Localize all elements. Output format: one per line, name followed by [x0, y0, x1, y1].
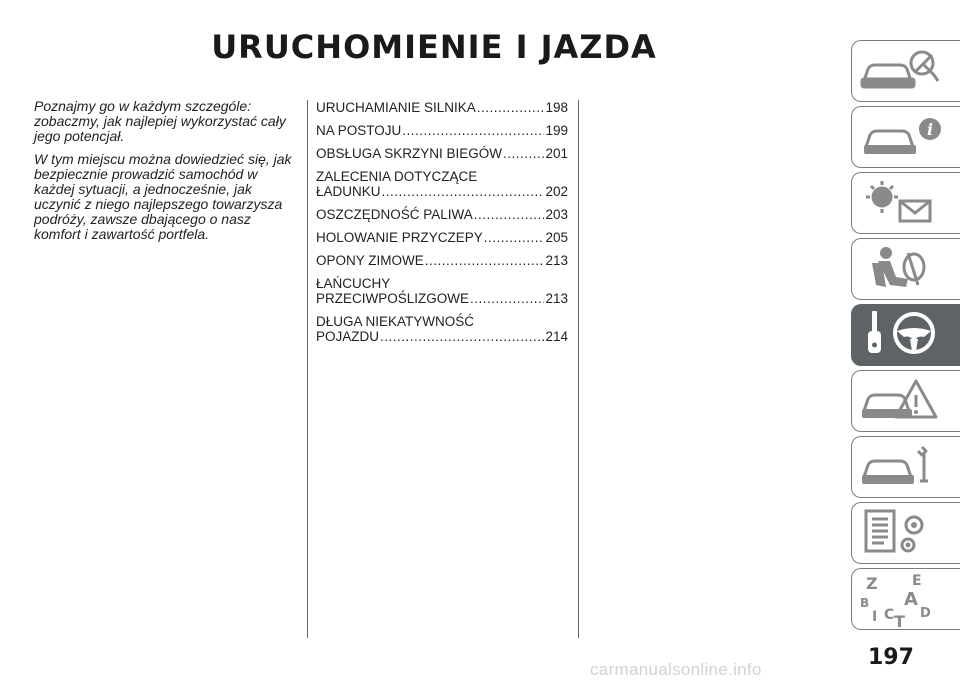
- toc-entry-title: OBSŁUGA SKRZYNI BIEGÓW: [316, 146, 503, 161]
- car-wrench-icon: [852, 437, 959, 497]
- intro-paragraph: Poznajmy go w każdym szczególe: zobaczmy, jak najlepiej wykorzystać cały jego potencjał.: [34, 98, 286, 144]
- toc-leader-dots: [470, 291, 544, 306]
- chapter-tab-dashboard[interactable]: [851, 106, 960, 168]
- index-letter: T: [894, 612, 905, 629]
- key-steering-wheel-icon: [852, 305, 959, 365]
- toc-entry-page: 213: [545, 291, 568, 306]
- toc-entry-page: 199: [545, 123, 568, 138]
- toc-entry-page: 198: [545, 100, 568, 115]
- car-info-touch-icon: [852, 41, 959, 101]
- toc-entry[interactable]: [316, 123, 568, 138]
- toc-entry-title: ŁADUNKU: [316, 184, 381, 199]
- page-title: URUCHOMIENIE I JAZDA: [211, 28, 657, 66]
- index-letter: D: [920, 606, 931, 621]
- toc-leader-dots: [425, 253, 545, 268]
- chapter-tab-starting-driving[interactable]: [851, 304, 960, 366]
- toc-leader-dots: [484, 230, 545, 245]
- toc-entry-title: OPONY ZIMOWE: [316, 253, 424, 268]
- toc-entry[interactable]: [316, 146, 568, 161]
- index-letter: Z: [866, 574, 878, 593]
- chapter-tab-service[interactable]: [851, 436, 960, 498]
- toc-entry-page: 203: [545, 207, 568, 222]
- warning-lights-message-icon: [852, 173, 959, 233]
- toc-entry-title: PRZECIWPOŚLIZGOWE: [316, 291, 470, 306]
- toc-entry-title-line: DŁUGA NIEKATYWNOŚĆ: [316, 314, 475, 329]
- toc-entry[interactable]: [316, 207, 568, 222]
- toc-entry[interactable]: [316, 314, 568, 344]
- toc-entry-title-line: ZALECENIA DOTYCZĄCE: [316, 169, 478, 184]
- toc-entry-page: 201: [545, 146, 568, 161]
- chapter-tab-safety[interactable]: [851, 238, 960, 300]
- toc-entry[interactable]: [316, 100, 568, 115]
- alphabet-index-icon: [852, 569, 959, 629]
- toc-entry-title: URUCHAMIANIE SILNIKA: [316, 100, 476, 115]
- svg-text:i: i: [926, 120, 934, 139]
- toc-entry-page: 214: [545, 329, 568, 344]
- intro-text: [34, 99, 296, 250]
- chapter-tab-warning-lights[interactable]: [851, 172, 960, 234]
- chapter-tab-index[interactable]: [851, 568, 960, 630]
- toc-leader-dots: [382, 184, 545, 199]
- car-info-icon: [852, 107, 959, 167]
- page-number: 197: [868, 645, 914, 670]
- toc-entry-title-line: ŁAŃCUCHY: [316, 276, 391, 291]
- toc-entry-title: OSZCZĘDNOŚĆ PALIWA: [316, 207, 473, 222]
- toc-entry[interactable]: [316, 169, 568, 199]
- index-letter: C: [884, 607, 895, 623]
- toc-leader-dots: [380, 329, 544, 344]
- watermark: carmanualsonline.info: [590, 660, 762, 679]
- toc-entry-title: NA POSTOJU: [316, 123, 402, 138]
- toc-entry-title: POJAZDU: [316, 329, 380, 344]
- chapter-tabs: [851, 40, 960, 634]
- toc-entry-title: HOLOWANIE PRZYCZEPY: [316, 230, 483, 245]
- toc-leader-dots: [402, 123, 544, 138]
- car-breakdown-warning-icon: [852, 371, 959, 431]
- index-letter: E: [912, 573, 922, 589]
- chapter-tab-technical-data[interactable]: [851, 502, 960, 564]
- chapter-tab-emergencies[interactable]: [851, 370, 960, 432]
- table-of-contents: [316, 100, 568, 352]
- column-divider: [307, 100, 308, 638]
- toc-entry[interactable]: [316, 253, 568, 268]
- toc-leader-dots: [503, 146, 544, 161]
- chapter-tab-knowing-the-car[interactable]: [851, 40, 960, 102]
- column-divider: [578, 100, 579, 638]
- seat-airbag-icon: [852, 239, 959, 299]
- spec-sheet-gears-icon: [852, 503, 959, 563]
- toc-entry-page: 202: [545, 184, 568, 199]
- toc-leader-dots: [477, 100, 545, 115]
- toc-leader-dots: [474, 207, 545, 222]
- toc-entry-page: 213: [545, 253, 568, 268]
- toc-entry[interactable]: [316, 230, 568, 245]
- toc-entry-page: 205: [545, 230, 568, 245]
- index-letter: B: [860, 596, 870, 610]
- intro-paragraph: W tym miejscu można dowiedzieć się, jak bezpiecznie prowadzić samochód w każdej sytuacji, a jednocześnie, jak uczynić z niego najlepszego towarzysza podróży, zawsze dbającego o nasz komfort i zawartość portfela.: [34, 151, 292, 242]
- index-letter: A: [904, 589, 918, 610]
- index-letter: I: [872, 609, 878, 625]
- toc-entry[interactable]: [316, 276, 568, 306]
